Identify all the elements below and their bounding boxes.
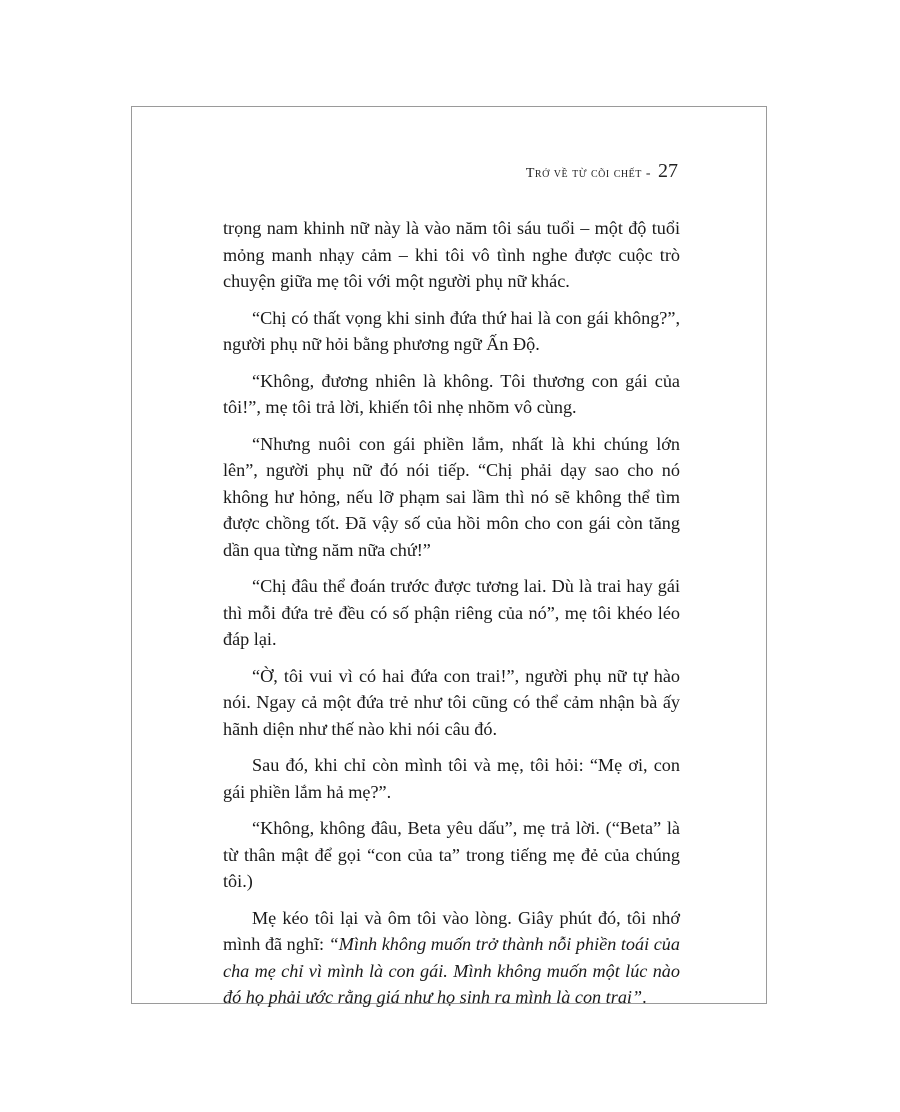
book-page (131, 106, 767, 1007)
running-head-title: Trở về từ cõi chết - (525, 166, 651, 181)
paragraph: “Nhưng nuôi con gái phiền lắm, nhất là khi chúng lớn lên”, người phụ nữ đó nói tiếp. “Chị phải dạy sao cho nó không hư hỏng, nếu lỡ phạm sai lầm thì nó sẽ không thể tìm được chồng tốt. Đã vậy số của hồi môn cho con gái còn tăng dần qua từng năm nữa chứ!” (223, 433, 680, 560)
paragraph-text: Mẹ kéo tôi lại và ôm tôi vào lòng. Giây phút đó, tôi nhớ mình đã nghĩ: (223, 907, 680, 954)
paragraph (223, 905, 680, 1011)
paragraph: trọng nam khinh nữ này là vào năm tôi sáu tuổi – một độ tuổi mỏng manh nhạy cảm – khi tôi vô tình nghe được cuộc trò chuyện giữa mẹ tôi với một người phụ nữ khác. (223, 218, 680, 291)
paragraph: “Không, không đâu, Beta yêu dấu”, mẹ trả lời. (“Beta” là từ thân mật để gọi “con của ta” trong tiếng mẹ đẻ của chúng tôi.) (223, 818, 680, 891)
running-head (526, 160, 678, 183)
italic-thought: “Mình không muốn trở thành nỗi phiền toái của cha mẹ chỉ vì mình là con gái. Mình không muốn một lúc nào đó họ phải ước rằng giá như họ sinh ra mình là con trai” (223, 934, 680, 1007)
body-text (223, 215, 680, 1021)
paragraph: “Ờ, tôi vui vì có hai đứa con trai!”, người phụ nữ tự hào nói. Ngay cả một đứa trẻ như tôi cũng có thể cảm nhận bà ấy hãnh diện như thế nào khi nói câu đó. (223, 665, 680, 739)
page-number: 27 (658, 160, 678, 182)
paragraph-text-end: . (642, 987, 647, 1007)
paragraph: “Không, đương nhiên là không. Tôi thương con gái của tôi!”, mẹ tôi trả lời, khiến tôi nhẹ nhõm vô cùng. (223, 370, 680, 417)
paragraph: “Chị có thất vọng khi sinh đứa thứ hai là con gái không?”, người phụ nữ hỏi bằng phương ngữ Ấn Độ. (223, 307, 680, 354)
paragraph: Sau đó, khi chỉ còn mình tôi và mẹ, tôi hỏi: “Mẹ ơi, con gái phiền lắm hả mẹ?”. (223, 755, 680, 802)
paragraph: “Chị đâu thể đoán trước được tương lai. Dù là trai hay gái thì mỗi đứa trẻ đều có số phận riêng của nó”, mẹ tôi khéo léo đáp lại. (223, 576, 680, 649)
